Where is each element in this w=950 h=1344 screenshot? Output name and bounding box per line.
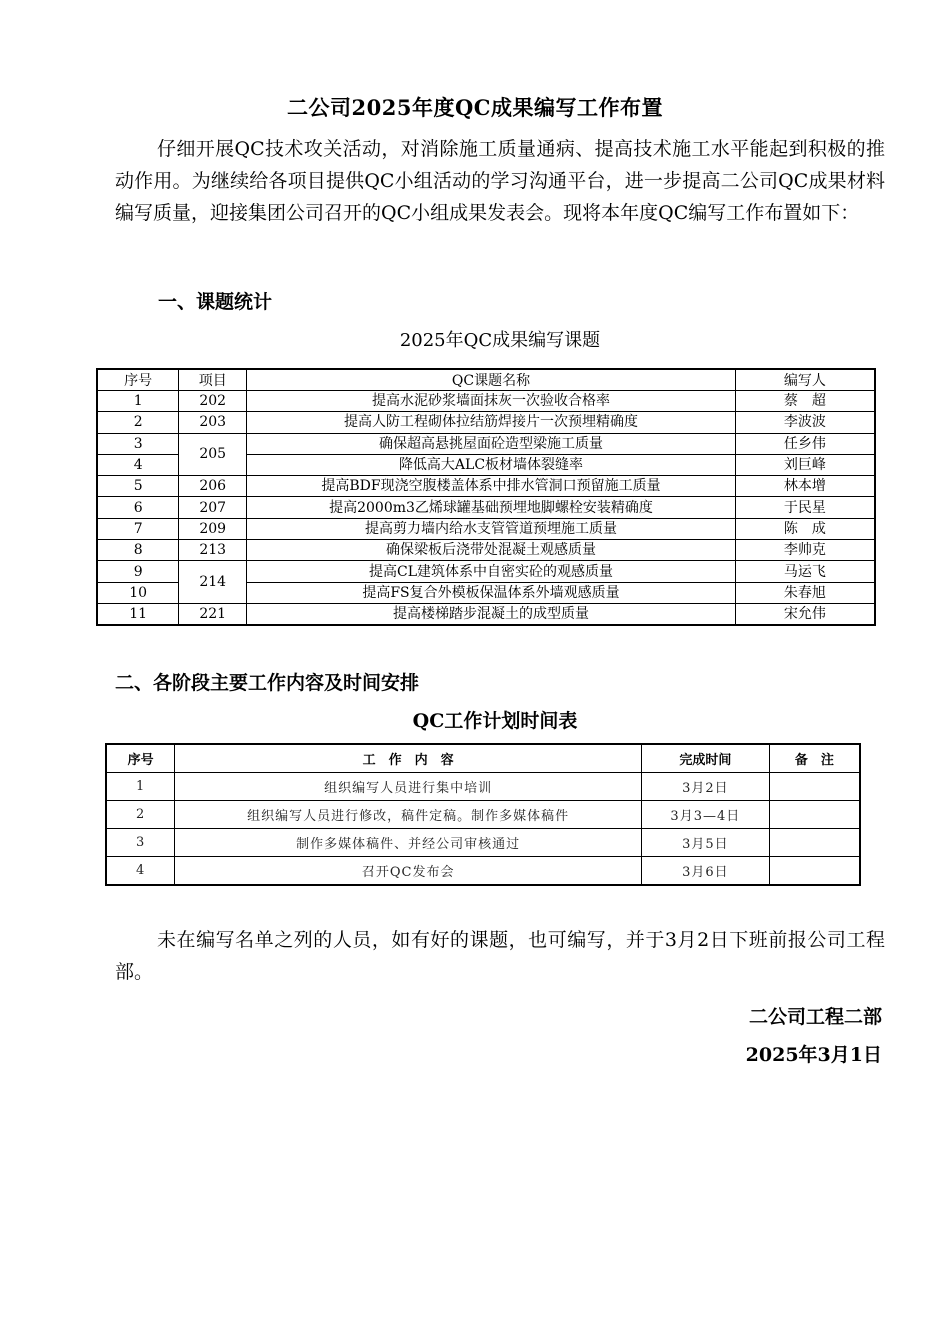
cell-index: 2 (97, 412, 179, 433)
section-2-heading: 二、各阶段主要工作内容及时间安排 (115, 672, 420, 694)
cell-project: 203 (179, 412, 247, 433)
cell-author: 李帅克 (735, 540, 875, 561)
cell-index: 6 (97, 497, 179, 518)
cell-index: 7 (97, 518, 179, 539)
cell-project: 221 (179, 603, 247, 625)
cell-topic: 确保超高悬挑屋面砼造型梁施工质量 (247, 433, 736, 454)
cell-topic: 提高水泥砂浆墙面抹灰一次验收合格率 (247, 391, 736, 412)
table-row (106, 829, 860, 857)
cell-project: 214 (179, 561, 247, 604)
col-header-index: 序号 (106, 744, 175, 773)
cell-project: 213 (179, 540, 247, 561)
cell-topic: 提高剪力墙内给水支管管道预埋施工质量 (247, 518, 736, 539)
cell-index: 10 (97, 582, 179, 603)
cell-topic: 降低高大ALC板材墙体裂缝率 (247, 454, 736, 475)
cell-deadline: 3月3—4日 (642, 801, 770, 829)
cell-deadline: 3月2日 (642, 773, 770, 801)
table-row (106, 857, 860, 886)
table-row (106, 773, 860, 801)
cell-content: 制作多媒体稿件、并经公司审核通过 (175, 829, 642, 857)
cell-content: 召开QC发布会 (175, 857, 642, 886)
closing-paragraph: 未在编写名单之列的人员，如有好的课题，也可编写，并于3月2日下班前报公司工程部。 (115, 929, 885, 983)
cell-index: 1 (106, 773, 175, 801)
table-row (97, 412, 875, 433)
col-header-project: 项目 (179, 369, 247, 391)
cell-author: 任乡伟 (735, 433, 875, 454)
cell-author: 刘巨峰 (735, 454, 875, 475)
cell-author: 朱春旭 (735, 582, 875, 603)
cell-project: 207 (179, 497, 247, 518)
cell-author: 林本增 (735, 476, 875, 497)
cell-index: 8 (97, 540, 179, 561)
cell-topic: 提高CL建筑体系中自密实砼的观感质量 (247, 561, 736, 582)
col-header-content: 工 作 内 容 (175, 744, 642, 773)
cell-topic: 提高BDF现浇空腹楼盖体系中排水管洞口预留施工质量 (247, 476, 736, 497)
table-header-row (106, 744, 860, 773)
table-row (97, 603, 875, 625)
cell-topic: 提高FS复合外模板保温体系外墙观感质量 (247, 582, 736, 603)
cell-project: 209 (179, 518, 247, 539)
cell-author: 于民星 (735, 497, 875, 518)
cell-author: 蔡 超 (735, 391, 875, 412)
cell-project: 205 (179, 433, 247, 476)
cell-index: 4 (97, 454, 179, 475)
cell-content: 组织编写人员进行集中培训 (175, 773, 642, 801)
cell-index: 1 (97, 391, 179, 412)
cell-author: 宋允伟 (735, 603, 875, 625)
col-header-remarks: 备 注 (769, 744, 860, 773)
cell-remarks (769, 829, 860, 857)
table-row (97, 433, 875, 454)
signature-department: 二公司工程二部 (748, 1006, 882, 1028)
cell-author: 陈 成 (735, 518, 875, 539)
cell-author: 马运飞 (735, 561, 875, 582)
cell-index: 3 (97, 433, 179, 454)
col-header-author: 编写人 (735, 369, 875, 391)
cell-index: 11 (97, 603, 179, 625)
cell-topic: 提高楼梯踏步混凝土的成型质量 (247, 603, 736, 625)
cell-index: 9 (97, 561, 179, 582)
cell-remarks (769, 773, 860, 801)
cell-index: 5 (97, 476, 179, 497)
cell-index: 3 (106, 829, 175, 857)
cell-deadline: 3月5日 (642, 829, 770, 857)
table-1-caption: 2025年QC成果编写课题 (399, 330, 601, 351)
cell-author: 李波波 (735, 412, 875, 433)
cell-project: 206 (179, 476, 247, 497)
work-schedule-table (105, 743, 861, 886)
table-row (106, 801, 860, 829)
table-row (97, 391, 875, 412)
cell-topic: 提高人防工程砌体拉结筋焊接片一次预埋精确度 (247, 412, 736, 433)
document-title: 二公司2025年度QC成果编写工作布置 (287, 95, 663, 120)
col-header-index: 序号 (97, 369, 179, 391)
table-row (97, 561, 875, 582)
table-row (97, 540, 875, 561)
table-2-caption: QC工作计划时间表 (412, 710, 578, 732)
intro-paragraph: 仔细开展QC技术攻关活动，对消除施工质量通病、提高技术施工水平能起到积极的推动作用。为继续给各项目提供QC小组活动的学习沟通平台，进一步提高二公司QC成果材料编写质量，迎接集团公司召开的QC小组成果发表会。现将本年度QC编写工作布置如下： (115, 138, 885, 224)
cell-topic: 提高2000m3乙烯球罐基础预埋地脚螺栓安装精确度 (247, 497, 736, 518)
cell-deadline: 3月6日 (642, 857, 770, 886)
cell-topic: 确保梁板后浇带处混凝土观感质量 (247, 540, 736, 561)
cell-index: 2 (106, 801, 175, 829)
col-header-deadline: 完成时间 (642, 744, 770, 773)
table-row (97, 497, 875, 518)
cell-remarks (769, 857, 860, 886)
cell-content: 组织编写人员进行修改，稿件定稿。制作多媒体稿件 (175, 801, 642, 829)
table-header-row (97, 369, 875, 391)
table-row (97, 518, 875, 539)
signature-date: 2025年3月1日 (745, 1044, 882, 1066)
qc-topics-table (96, 368, 876, 626)
table-row (97, 476, 875, 497)
section-1-heading: 一、课题统计 (158, 291, 273, 313)
col-header-topic: QC课题名称 (247, 369, 736, 391)
cell-index: 4 (106, 857, 175, 886)
cell-project: 202 (179, 391, 247, 412)
cell-remarks (769, 801, 860, 829)
